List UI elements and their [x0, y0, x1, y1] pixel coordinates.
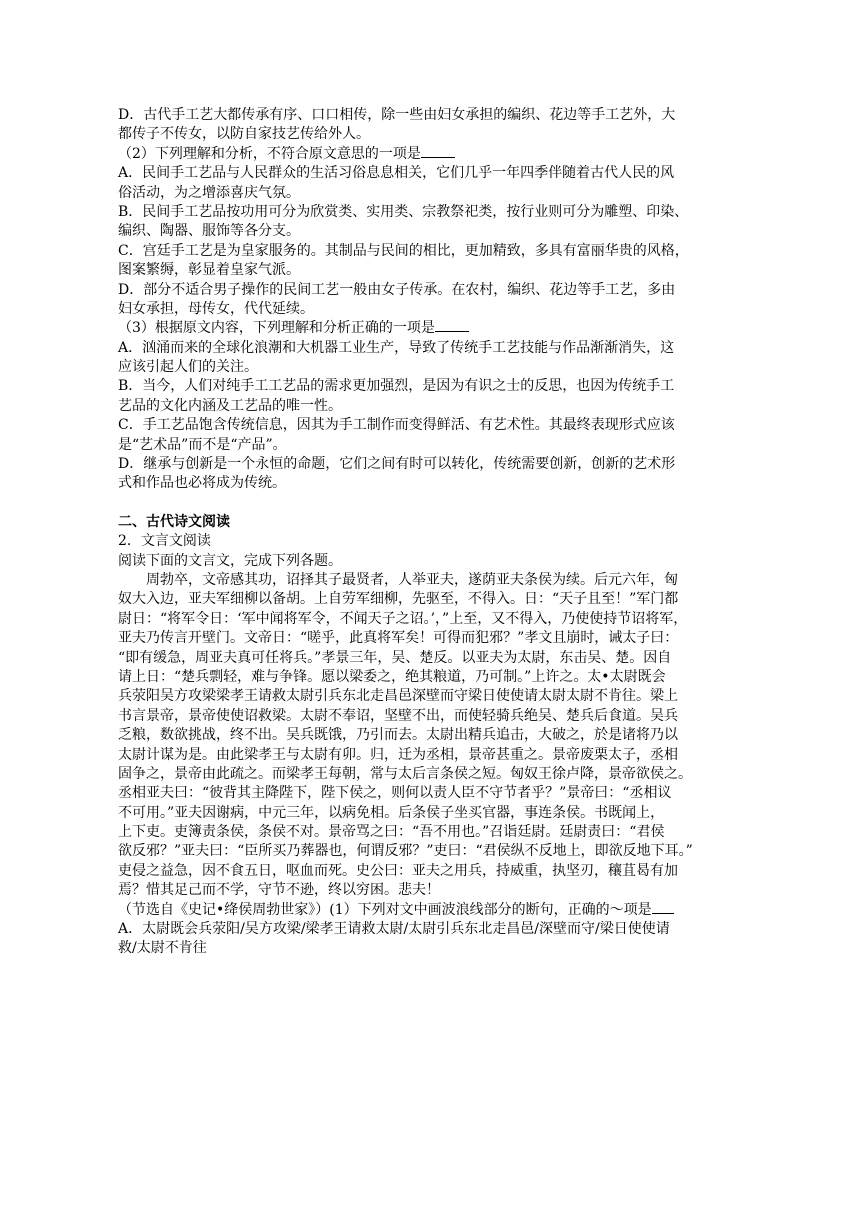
answer-blank — [652, 901, 674, 914]
q2-option-b-line1: B．民间手工艺品按功用可分为欣赏类、实用类、宗教祭祀类，按行业则可分为雕塑、印染、 — [118, 203, 689, 220]
source-and-q1-text: （节选自《史记•绛侯周勃世家》）(1）下列对文中画波浪线部分的断句，正确的～项是 — [118, 901, 652, 918]
q3-option-c-line2: 是“艺术品”而不是“产品”。 — [118, 436, 287, 453]
q1-option-d-line2: 都传子不传女，以防自家技艺传给外人。 — [118, 126, 370, 143]
q3-option-d-line1: D．继承与创新是一个永恒的命题，它们之间有时可以转化，传统需要创新，创新的艺术形 — [118, 456, 676, 473]
q2-option-a-line2: 俗活动，为之增添喜庆气氛。 — [118, 184, 300, 201]
q3-option-b-line2: 艺品的文化内涵及工艺品的唯一性。 — [118, 397, 342, 414]
section-gap — [118, 494, 748, 513]
passage-line: “即有缓急，周亚夫真可任将兵。”孝景三年，吴、楚反。以亚夫为太尉，东击吴、楚。因自 — [118, 649, 672, 666]
section-subtitle: 2．文言文阅读 — [118, 533, 211, 550]
passage-line: 兵荥阳吴方攻梁梁孝王请救太尉引兵东北走昌邑深壁而守梁日使使请太尉太尉不肯往。梁上 — [118, 688, 678, 705]
q2-option-c-line2: 图案繁缛，彰显着皇家气派。 — [118, 262, 300, 279]
passage-line: 尉日：“将军令日：‘军中闻将军令，不闻天子之诏。’，”上至，又不得入，乃使使持节诏将军， — [118, 610, 688, 627]
q3-option-a-line2: 应该引起人们的关注。 — [118, 359, 258, 376]
passage-line: 欲反邪？”亚夫曰：“臣所买乃葬器也，何谓反邪？”吏曰：“君侯纵不反地上，即欲反地下耳。” — [118, 843, 693, 860]
q2-option-d-line1: D．部分不适合男子操作的民间工艺一般由女子传承。在农村，编织、花边等手工艺，多由 — [118, 281, 676, 298]
q3-option-a-line1: A．汹涌而来的全球化浪潮和大机器工业生产，导致了传统手工艺技能与作品渐渐消失，这 — [118, 339, 675, 356]
answer-blank — [421, 145, 455, 158]
q1-option-d-line1: D．古代手工艺大都传承有序、口口相传，除一些由妇女承担的编织、花边等手工艺外，大 — [118, 107, 676, 123]
passage-line: 请上日：“楚兵剽轻，难与争锋。愿以梁委之，绝其粮道，乃可制。”上许之。太•太尉既会 — [118, 668, 666, 685]
passage-line: 固争之，景帝由此疏之。而梁孝王每朝，常与太后言条侯之短。匈奴王徐卢降，景帝欲侯之。 — [118, 765, 692, 782]
passage-line: 周勃卒，文帝感其功，诏择其子最贤者，人举亚夫，遂荫亚夫条侯为续。后元六年，匈 — [146, 571, 678, 588]
passage-line: 不可用。”亚夫因谢病，中元三年，以病免相。后条侯子坐买官器，事连条侯。书既闻上， — [118, 804, 665, 821]
q2-stem — [118, 145, 748, 164]
q2-option-c-line1: C．宫廷手工艺是为皇家服务的。其制品与民间的相比，更加精致，多具有富丽华贵的风格， — [118, 242, 689, 259]
passage-line: 丞相亚夫曰：“彼背其主降陛下，陛下侯之，则何以责人臣不守节者乎？”景帝曰：“丞相议 — [118, 785, 672, 802]
q3-stem-text: （3）根据原文内容，下列理解和分析正确的一项是 — [118, 320, 435, 337]
q2-option-b-line2: 编织、陶器、服饰等各分支。 — [118, 223, 300, 240]
passage-line: 乏粮，数欲挑战，终不出。吴兵既饿，乃引而去。太尉出精兵追击，大破之，於是诸将乃以 — [118, 727, 678, 744]
section-heading: 二、古代诗文阅读 — [118, 513, 230, 530]
q2-option-d-line2: 妇女承担，母传女，代代延续。 — [118, 300, 314, 317]
q1-option-a-line1: A．太尉既会兵荥阳/吴方攻梁/梁孝王请救太尉/太尉引兵东北走昌邑/深壁而守/梁日使使请 — [118, 921, 670, 938]
source-and-q1-stem — [118, 901, 748, 920]
passage-line: 奴大入边，亚夫军细柳以备胡。上自劳军细柳，先驱至，不得入。日：“天子且至！”军门都 — [118, 591, 679, 608]
passage-line: 焉？惜其足己而不学，守节不逊，终以穷困。悲夫！ — [118, 882, 440, 899]
answer-blank — [435, 319, 469, 332]
passage-line: 亚夫乃传言开壁门。文帝日：“嗟乎，此真将军矣！可得而犯邪？”孝文且崩时，诫太子曰： — [118, 630, 679, 647]
passage-line: 上下吏。吏簿责条侯，条侯不对。景帝骂之曰：“吾不用也。”召诣廷尉。廷尉责曰：“君侯 — [118, 824, 665, 841]
q3-option-c-line1: C．手工艺品饱含传统信息，因其为手工制作而变得鲜活、有艺术性。其最终表现形式应该 — [118, 417, 675, 434]
q1-option-a-line2: 救/太尉不肯往 — [118, 940, 207, 957]
passage-line: 太尉计谋为是。由此梁孝王与太尉有卯。归，迁为丞相，景帝甚重之。景帝废栗太子，丞相 — [118, 746, 678, 763]
passage-line: 书言景帝，景帝使使诏救梁。太尉不奉诏，坚壁不出，而使轻骑兵绝吴、楚兵后食道。吴兵 — [118, 707, 678, 724]
reading-instruction: 阅读下面的文言文，完成下列各题。 — [118, 552, 342, 569]
q3-stem — [118, 319, 748, 338]
q3-option-b-line1: B．当今，人们对纯手工工艺品的需求更加强烈，是因为有识之士的反思，也因为传统手工 — [118, 378, 675, 395]
q2-option-a-line1: A．民间手工艺品与人民群众的生活习俗息息相关，它们几乎一年四季伴随着古代人民的风 — [118, 165, 675, 182]
q3-option-d-line2: 式和作品也必将成为传统。 — [118, 475, 286, 492]
q2-stem-text: （2）下列理解和分析，不符合原文意思的一项是 — [118, 145, 421, 162]
passage-line: 吏侵之益急，因不食五日，呕血而死。史公曰：亚夫之用兵，持威重，执坚刃，穰苴曷有加 — [118, 862, 678, 879]
